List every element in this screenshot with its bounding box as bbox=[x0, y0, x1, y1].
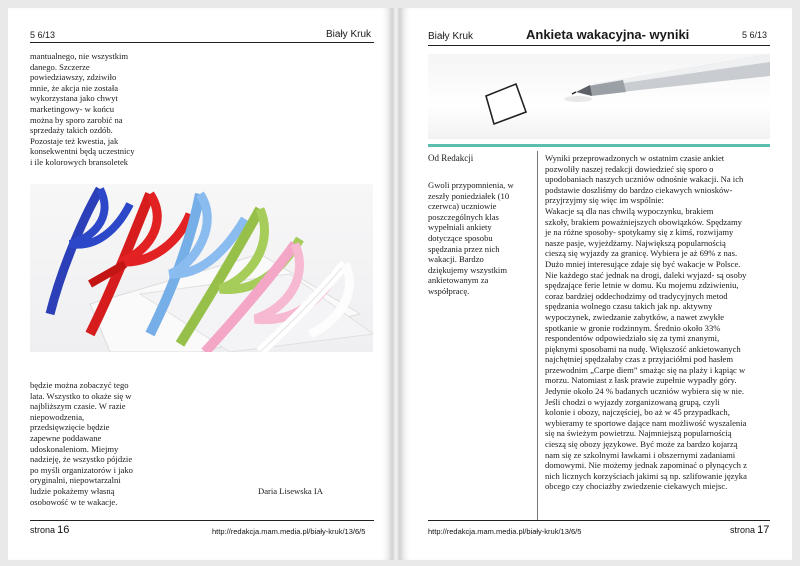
sidebar-text: Gwoli przypomnienia, w zeszły poniedziałek (10 czerwca) uczniowie poszczególnych klas wypełniali ankiety dotyczące sposobu spędzania przez nich wakacji. Bardzo dziękujemy wszystkim ankietowanym za współpracę. bbox=[428, 180, 514, 296]
main-article-text: Wyniki przeprowadzonych w ostatnim czasie ankiet pozwoliły naszej redakcji dowiedzieć się sporo o upodobaniach naszych uczniów odnośnie wakacji. Na ich podstawie doszliśmy do bardzo ciekawych wniosków- przyjrzyjmy się więc im wspólnie: Wakacje są dla nas chwilą wypoczynku, brakiem szkoły, brakiem poważniejszych obowiązków. Spędzamy je na różne sposoby- spotykamy się z kimś, rozwijamy nasze pasje, wyjeżdżamy. Największą popularnością cieszą się wyjazdy za granicę. Wybiera je aż 69% z nas. Dużo mniej interesujące zdaje się być wakacje w Polsce. Nie każdego stać jednak na drogi, daleki wyjazd- są osoby spędzające ferie letnie w domu. Ku mojemu zdziwieniu, coraz bardziej oddechodzimy od tradycyjnych metod spędzania wolnego czasu takich jak np. aktywny wypoczynek, zwiedzanie zabytków, a nawet zwykłe spotkanie w gronie rodzinnym. Średnio około 33% respondentów odpowiedziało się za tymi znanymi, pięknymi sposobami na nudę. Większość ankietowanych najchętniej spędzałaby czas z przyjaciółmi pod hasłem przewodnim „Carpe diem” smażąc się na plaży i kąpiąc w morzu. Natomiast z łask prawie zupełnie wypadły góry. Jedynie około 24 % badanych uczniów wybiera się w nie. Jeśli chodzi o wyjazdy zorganizowaną grupą, czyli kolonie i obozy, najczęściej, bo aż w 45 przypadkach, wybieramy te sportowe dające nam możliwość wyszalenia się na świeżym powietrzu. Najmniejszą popularnością cieszą się obozy językowe. Być może za bardzo kojarzą nam się ze szkolnymi ławkami i obszernymi zadaniami domowymi. Nie możemy jednak zapominać o płynących z nich licznych korzyściach jakimi są np. szlifowanie języka obcego czy chociażby zwiedzenie ciekawych miejsc. bbox=[545, 153, 747, 492]
article-title: Ankieta wakacyjna- wyniki bbox=[526, 27, 690, 42]
right-page-number bbox=[730, 524, 769, 536]
left-footer-url-link[interactable]: http://redakcja.mam.media.pl/biały-kruk/13/6/5 bbox=[212, 527, 366, 536]
book-gutter bbox=[392, 8, 400, 560]
left-page bbox=[8, 8, 392, 560]
right-footer-url-link[interactable]: http://redakcja.mam.media.pl/biały-kruk/13/6/5 bbox=[428, 527, 582, 536]
accent-rule bbox=[428, 144, 770, 147]
right-header-rule bbox=[428, 45, 770, 46]
left-header-number: 5 6/13 bbox=[30, 30, 56, 40]
right-header-magazine: Biały Kruk bbox=[428, 31, 474, 42]
right-page bbox=[400, 8, 792, 560]
right-header-number: 5 6/13 bbox=[742, 30, 768, 40]
pen-image bbox=[428, 54, 770, 139]
ribbons-illustration bbox=[30, 184, 373, 352]
left-page-num: 16 bbox=[57, 524, 70, 536]
left-header-rule bbox=[30, 42, 374, 43]
column-divider bbox=[537, 151, 538, 521]
article-author: Daria Lisewska IA bbox=[258, 486, 323, 496]
ribbons-image bbox=[30, 184, 373, 352]
pen-illustration bbox=[428, 54, 770, 139]
left-bottom-text: będzie można zobaczyć tego lata. Wszystko to okaże się w najbliższym czasie. W razie niepowodzenia, przedsięwzięcie będzie zapewne poddawane udoskonaleniom. Miejmy nadzieję, że wszystko pójdzie po myśli organizatorów i jako oryginalni, niepowtarzalni ludzie pokażemy własną osobowość w te wakacje. bbox=[30, 380, 133, 507]
left-header-magazine: Biały Kruk bbox=[326, 29, 372, 40]
right-page-num: 17 bbox=[757, 524, 770, 536]
right-page-word: strona bbox=[730, 525, 756, 535]
left-page-number bbox=[30, 524, 69, 536]
left-footer-rule bbox=[30, 520, 374, 521]
sidebar-heading: Od Redakcji bbox=[428, 153, 474, 163]
right-footer-rule bbox=[428, 520, 770, 521]
left-top-text: mantualnego, nie wszystkim danego. Szczerze powiedziawszy, zdziwiło mnie, że akcja nie została wykorzystana jako chwyt marketingowy- w końcu można by sporo zarobić na sprzedaży takich ozdób. Pozostaje też kwestia, jak konsekwentni będą uczestnicy i ile kolorowych bransoletek bbox=[30, 51, 135, 167]
left-page-word: strona bbox=[30, 525, 56, 535]
